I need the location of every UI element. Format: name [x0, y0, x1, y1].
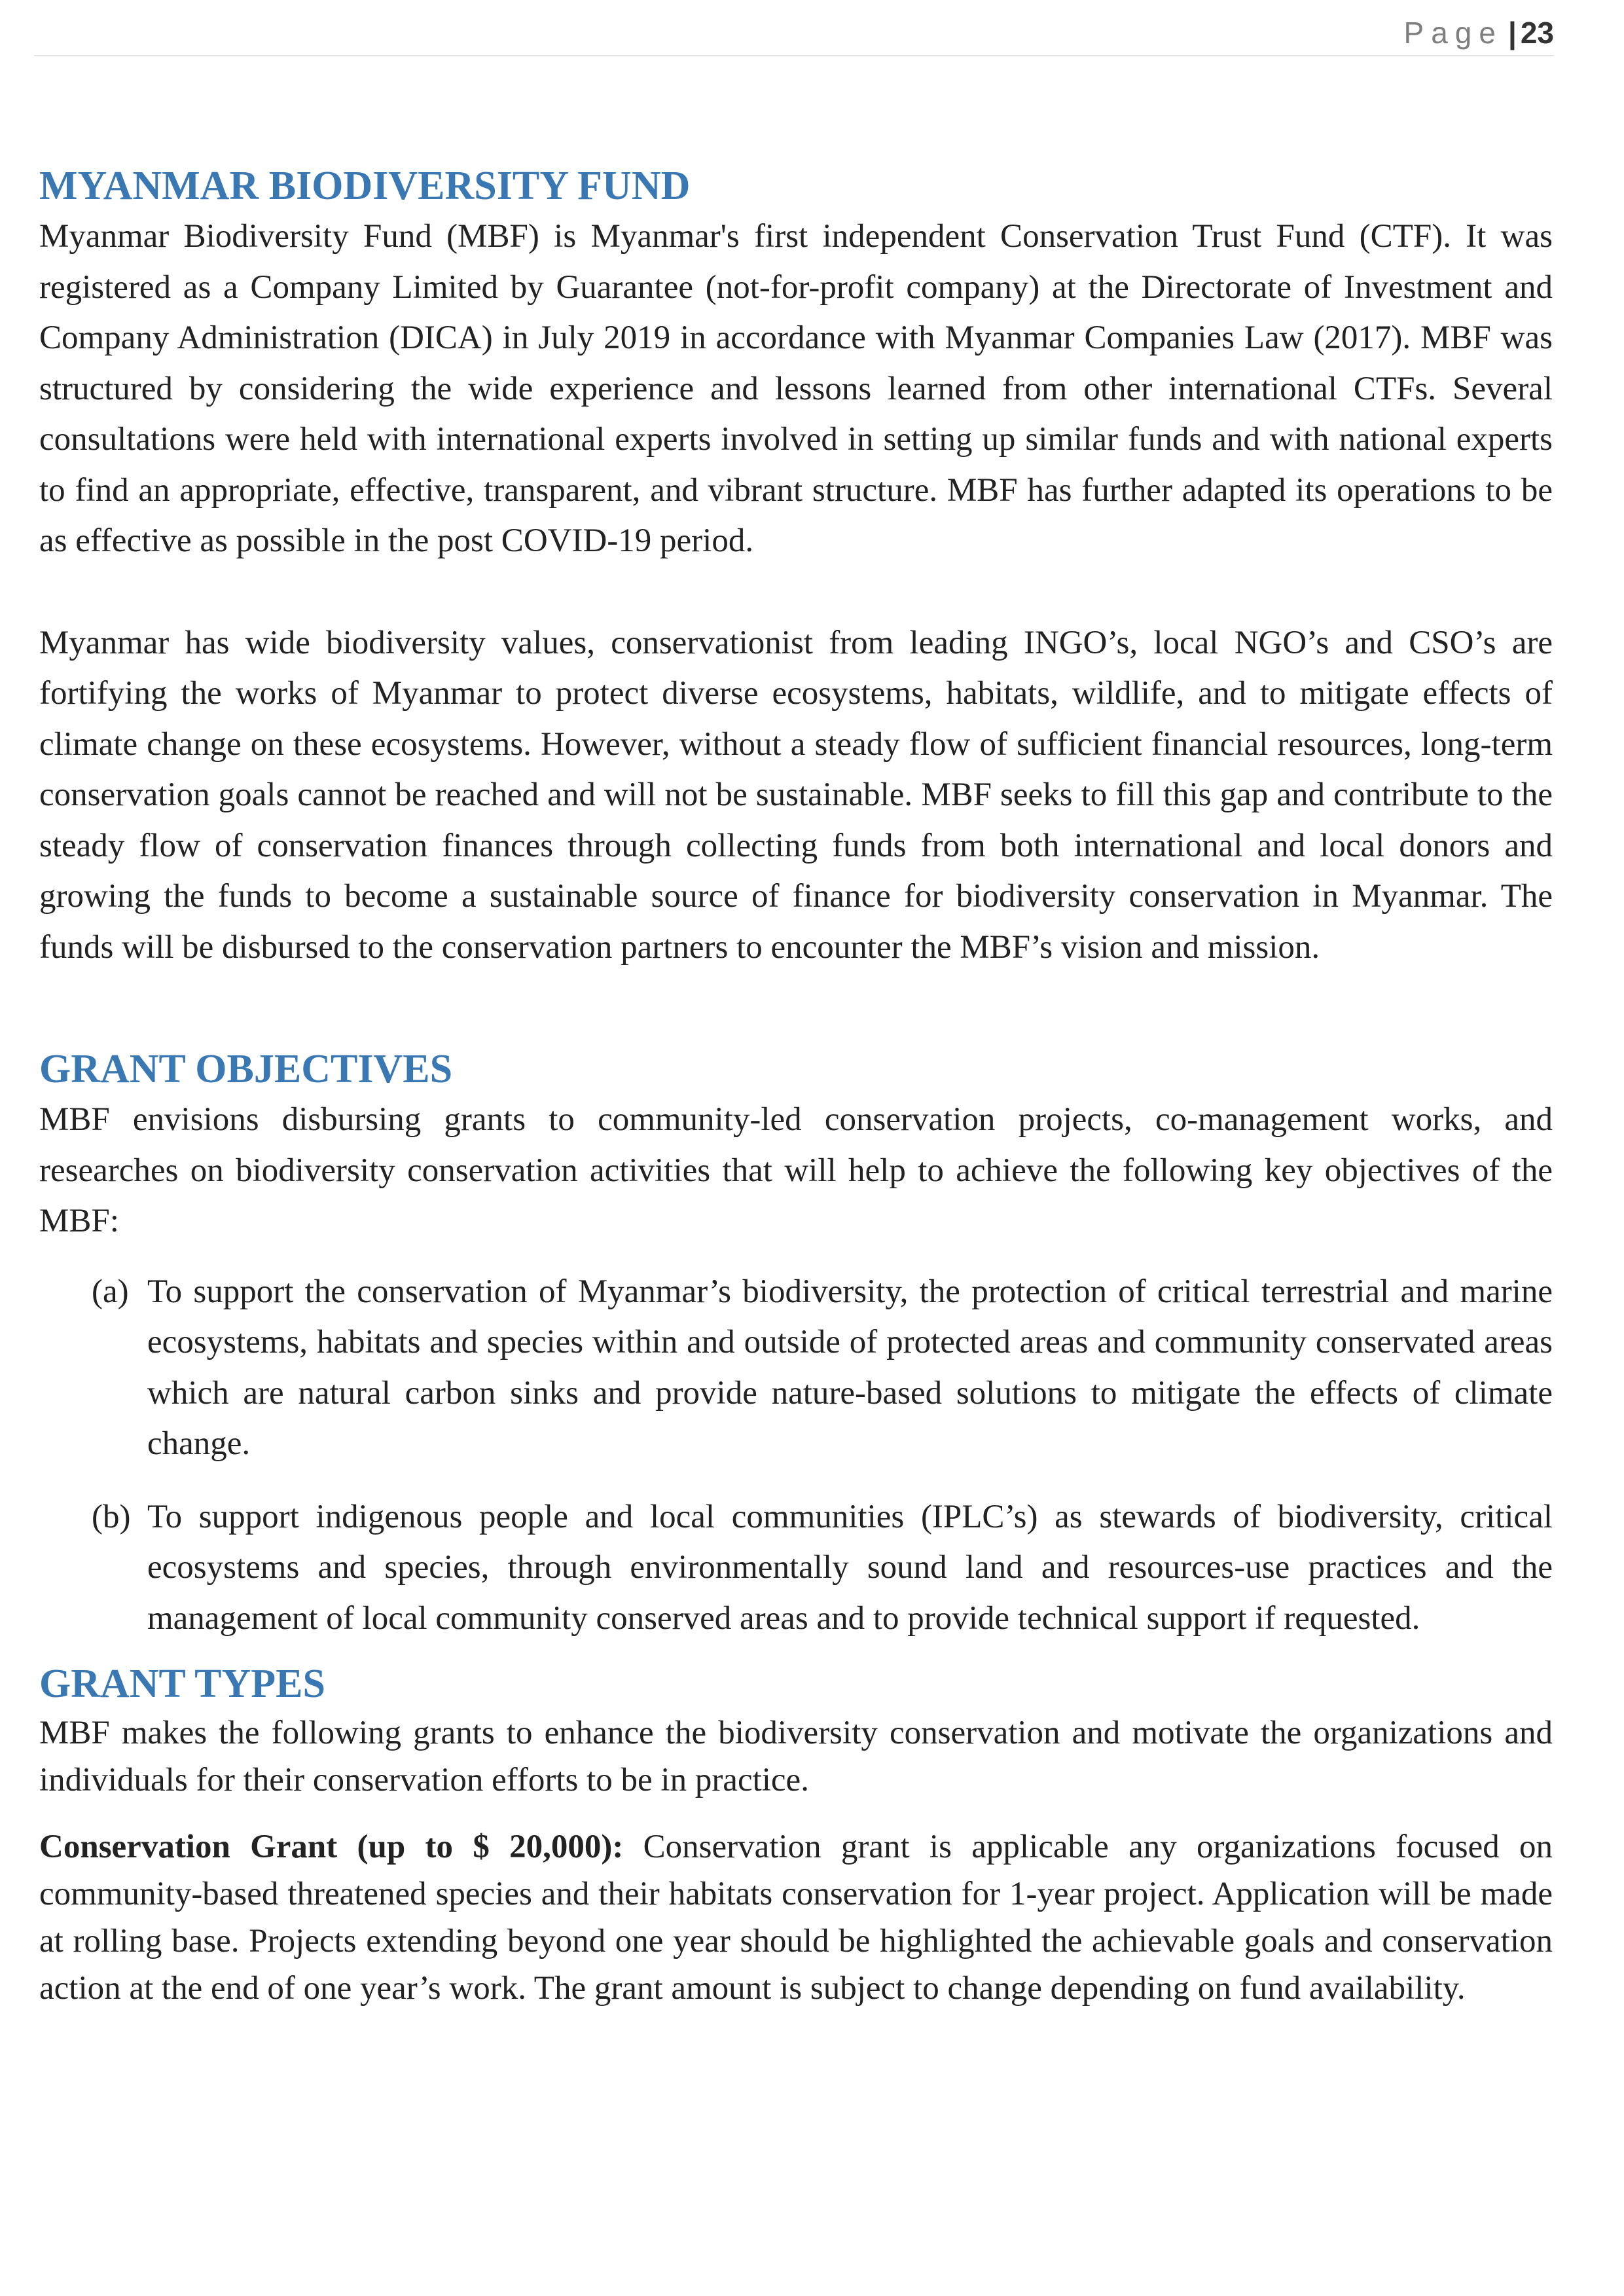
section-grant-types	[39, 1658, 1553, 2012]
section-heading-mbf: MYANMAR BIODIVERSITY FUND	[39, 164, 691, 208]
page-number-value: 23	[1520, 16, 1554, 50]
section-heading-grant-types: GRANT TYPES	[39, 1662, 325, 1706]
mbf-paragraph-2: Myanmar has wide biodiversity values, conservationist from leading INGO’s, local NGO’s and CSO’s are fortifying the works of Myanmar to protect diverse ecosystems, habitats, wildlife, and to mitigate effects of climate change on these ecosystems. However, without a steady flow of sufficient financial resources, long-term conservation goals cannot be reached and will not be sustainable. MBF seeks to fill this gap and contribute to the steady flow of conservation finances through collecting funds from both international and local donors and growing the funds to become a sustainable source of finance for biodiversity conservation in Myanmar. The funds will be disbursed to the conservation partners to encounter the MBF’s vision and mission.	[39, 624, 1553, 966]
spacer	[39, 1644, 1553, 1658]
conservation-grant-paragraph	[39, 1823, 1553, 2012]
page-label: Page	[1403, 16, 1503, 50]
objective-text: To support indigenous people and local communities (IPLC’s) as stewards of biodiversity, critical ecosystems and species, through environmentally sound land and resources-use practices and the management of local community conserved areas and to provide technical support if requested.	[147, 1498, 1553, 1637]
grant-types-intro: MBF makes the following grants to enhance the biodiversity conservation and motivate the organizations and individuals for their conservation efforts to be in practice.	[39, 1715, 1553, 1798]
spacer	[39, 567, 1553, 618]
document-body	[39, 160, 1553, 2012]
spacer	[39, 1470, 1553, 1492]
section-heading-grant-objectives: GRANT OBJECTIVES	[39, 1047, 453, 1091]
section-myanmar-biodiversity-fund	[39, 160, 1553, 973]
section-grant-objectives	[39, 1044, 1553, 1644]
grant-objectives-intro: MBF envisions disbursing grants to community-led conservation projects, co-management works, and researches on biodiversity conservation activities that will help to achieve the following key objectives of the MBF:	[39, 1101, 1553, 1239]
page-number	[1404, 14, 1554, 51]
objective-item	[39, 1267, 1553, 1470]
objective-marker: (a)	[92, 1273, 129, 1310]
spacer	[39, 1247, 1553, 1267]
mbf-paragraph-1: Myanmar Biodiversity Fund (MBF) is Myanmar's first independent Conservation Trust Fund (CTF). It was registered as a Company Limited by Guarantee (not-for-profit company) at the Directorate of Investment and Company Administration (DICA) in July 2019 in accordance with Myanmar Companies Law (2017). MBF was structured by considering the wide experience and lessons learned from other international CTFs. Several consultations were held with international experts involved in setting up similar funds and with national experts to find an appropriate, effective, transparent, and vibrant structure. MBF has further adapted its operations to be as effective as possible in the post COVID-19 period.	[39, 218, 1553, 559]
page-header	[34, 14, 1554, 56]
objective-marker: (b)	[92, 1498, 131, 1535]
objective-item	[39, 1492, 1553, 1645]
conservation-grant-text: Conservation grant is applicable any organizations focused on community-based threatened species and their habitats conservation for 1-year project. Application will be made at rolling base. Projects extending beyond one year should be highlighted the achievable goals and conservation action at the end of one year’s work. The grant amount is subject to change depending on fund availability.	[39, 1829, 1553, 2007]
spacer	[39, 1804, 1553, 1823]
objective-list	[39, 1267, 1553, 1645]
spacer	[39, 973, 1553, 1044]
objective-text: To support the conservation of Myanmar’s biodiversity, the protection of critical terrestrial and marine ecosystems, habitats and species within and outside of protected areas and community conservated areas which are natural carbon sinks and provide nature-based solutions to mitigate the effects of climate change.	[147, 1273, 1553, 1462]
page-separator: |	[1507, 16, 1517, 50]
conservation-grant-label: Conservation Grant (up to $ 20,000):	[39, 1829, 624, 1865]
